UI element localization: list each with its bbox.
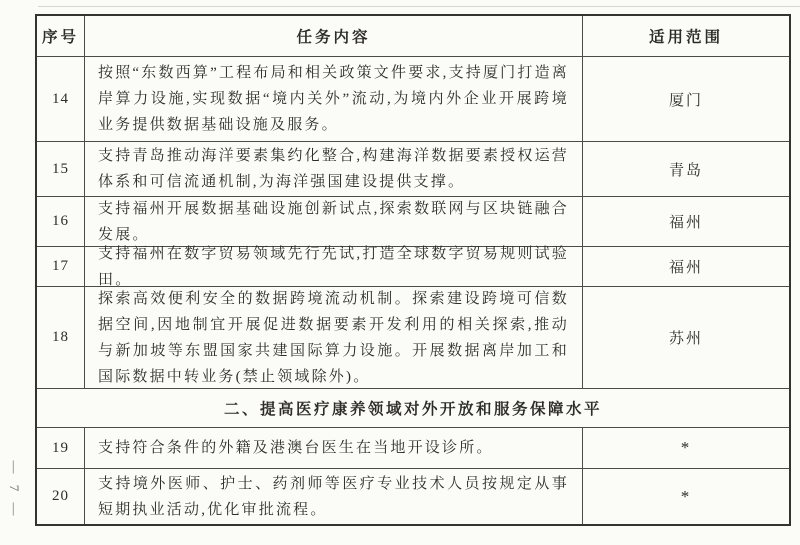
table-row: [37, 468, 789, 524]
row-scope: 厦门: [668, 92, 703, 109]
row-task-text: 支持福州在数字贸易领域先行先试,打造全球数字贸易规则试验田。: [98, 245, 569, 288]
row-scope: *: [680, 486, 692, 506]
row-seq: 20: [37, 469, 85, 524]
row-scope: 苏州: [668, 331, 703, 347]
header-cell-scope: 适用范围: [648, 29, 723, 46]
row-task-cell: [85, 197, 583, 246]
section-title: 二、提高医疗康养领域对外开放和服务保障水平: [223, 401, 602, 418]
task-table: [35, 14, 791, 526]
table-row: [37, 196, 789, 246]
row-task-text: 探索高效便利安全的数据跨境流动机制。探索建设跨境可信数据空间,因地制宜开展促进数据要素开发利用的相关探索,推动与新加坡等东盟国家共建国际算力设施。开展数据离岸加工和国际数据中转业务(禁止领域除外)。: [98, 290, 569, 385]
row-task-text: 支持境外医师、护士、药剂师等医疗专业技术人员按规定从事短期执业活动,优化审批流程。: [98, 475, 569, 518]
row-seq: 14: [37, 57, 85, 141]
row-task-text: 支持青岛推动海洋要素集约化整合,构建海洋数据要素授权运营体系和可信流通机制,为海洋强国建设提供支撑。: [98, 148, 569, 190]
row-scope: 福州: [668, 215, 703, 231]
row-seq: 15: [37, 142, 85, 196]
row-scope: *: [680, 438, 692, 457]
table-row: [37, 141, 789, 196]
table-row: [37, 246, 789, 286]
header-cell-seq: 序号: [37, 16, 85, 56]
row-task-cell: [85, 428, 583, 468]
row-task-text: 支持符合条件的外籍及港澳台医生在当地开设诊所。: [98, 440, 494, 456]
row-task-cell: [85, 142, 583, 196]
row-scope: 青岛: [668, 162, 703, 179]
page-number: — 7 —: [7, 460, 22, 520]
table-row: [37, 427, 789, 468]
section-header-row: [37, 388, 789, 427]
table-row: [37, 56, 789, 141]
scan-artifact-line: [38, 6, 800, 7]
row-task-text: 支持福州开展数据基础设施创新试点,探索数联网与区块链融合发展。: [98, 200, 569, 243]
table-header-row: [37, 16, 789, 56]
table-row: [37, 286, 789, 388]
row-seq: 18: [37, 287, 85, 388]
row-task-cell: [85, 57, 583, 141]
row-seq: 17: [37, 247, 85, 286]
row-seq: 16: [37, 197, 85, 246]
row-scope: 福州: [668, 260, 703, 276]
row-task-cell: [85, 469, 583, 524]
row-task-cell: [85, 247, 583, 286]
row-task-cell: [85, 287, 583, 388]
row-task-text: 按照“东数西算”工程布局和相关政策文件要求,支持厦门打造离岸算力设施,实现数据“境内关外”流动,为境内外企业开展跨境业务提供数据基础设施及服务。: [98, 65, 569, 133]
header-cell-task: 任务内容: [85, 16, 583, 56]
row-seq: 19: [37, 428, 85, 468]
